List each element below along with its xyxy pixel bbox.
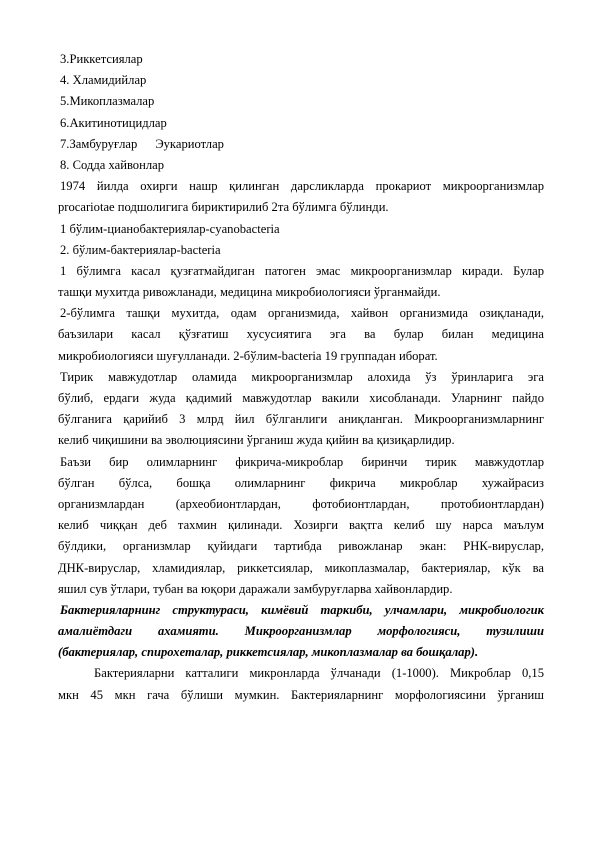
text-line: Тирик мавжудотлар оламида микроорганизмлар алохида ўз ўринларига эга [60,369,544,384]
text-line: 1 бўлим-цианобактериялар-cyanobacteria [60,221,280,236]
text-line: ДНК-вируслар, хламидиялар, риккетсиялар, микоплазмалар, бактериялар, кўк ва [58,560,544,575]
section-heading: Бактерияларнинг структураси, кимёвий таркиби, улчамлари, микробиологик [60,602,544,617]
list-item: 6.Акитинотицидлар [60,115,167,130]
text-line: келиб чиққан деб тахмин қилинади. Хозирги вақтга келиб шу нарса маълум [58,518,544,533]
text-line: яшил сув ўтлари, тубан ва юқори даражали замбуруғларва хайвонлардир. [58,581,453,596]
text-line: 1974 йилда охирги нашр қилинган дарсликларда прокариот микроорганизмлар [60,179,544,194]
text-line: ташқи мухитда ривожланади, медицина микробиологияси ўрганмайди. [58,285,441,300]
text-line: баъзилари касал қўзғатиш хусусиятига эга ва булар билан медицина [58,327,544,342]
text-line: бўлиб, ердаги жуда қадимий мавжудотлар вакили хисобланади. Уларнинг пайдо [58,391,544,405]
text-line: 2. бўлим-бактериялар-bacteria [60,242,221,257]
text-line: мкн 45 мкн гача бўлиши мумкин. Бактерияларнинг морфологиясини ўрганиш [58,687,544,702]
list-item-text: 7.Замбуруғлар [60,136,138,151]
section-heading: (бактериялар, спирохеталар, риккетсиялар, микоплазмалар ва бошқалар). [58,645,479,660]
text-line: микробиологияси шуғулланади. 2-бўлим-bacteria 19 группадан иборат. [58,348,438,363]
text-line: бўлган бўлса, бошқа олимларнинг фикрича микроблар хужайрасиз [58,475,544,490]
list-item: 3.Риккетсиялар [60,52,143,66]
list-item: 5.Микоплазмалар [60,94,155,109]
document-body [58,49,544,706]
text-line: келиб чиқишини ва эволюциясини ўрганиш жуда қийин ва қизиқарлидир. [58,433,455,448]
list-item: 4. Хламидийлар [60,73,147,88]
list-item [58,134,544,155]
text-line: 1 бўлимга касал қузғатмайдиган патоген эмас микроорганизмлар киради. Булар [60,263,544,278]
list-item: 8. Содда хайвонлар [60,157,165,172]
text-line: procariotae подшолигига бириктирилиб 2та бўлимга бўлинди. [58,200,389,215]
list-item-text: Эукариотлар [155,136,224,151]
section-heading: амалиётдаги ахамияти. Микроорганизмлар морфологияси, тузилиши [58,624,544,639]
text-line: бўлганига қарийиб 3 млрд йил бўлганлиги аниқланган. Микроорганизмларнинг [58,412,544,427]
text-line: бўлдики, организмлар қуйидаги тартибда ривожланар экан: РНК-вируслар, [58,539,544,554]
text-line: 2-бўлимга ташқи мухитда, одам организмида, хайвон организмида озиқланади, [60,306,544,321]
text-line: организмлардан (археобионтлардан, фотобионтлардан, протобионтлардан) [58,496,544,511]
text-line: Баъзи бир олимларнинг фикрича-микроблар биринчи тирик мавжудотлар [60,454,544,469]
text-line: Бактерияларни катталиги микронларда ўлчанади (1-1000). Микроблар 0,15 [94,666,544,681]
